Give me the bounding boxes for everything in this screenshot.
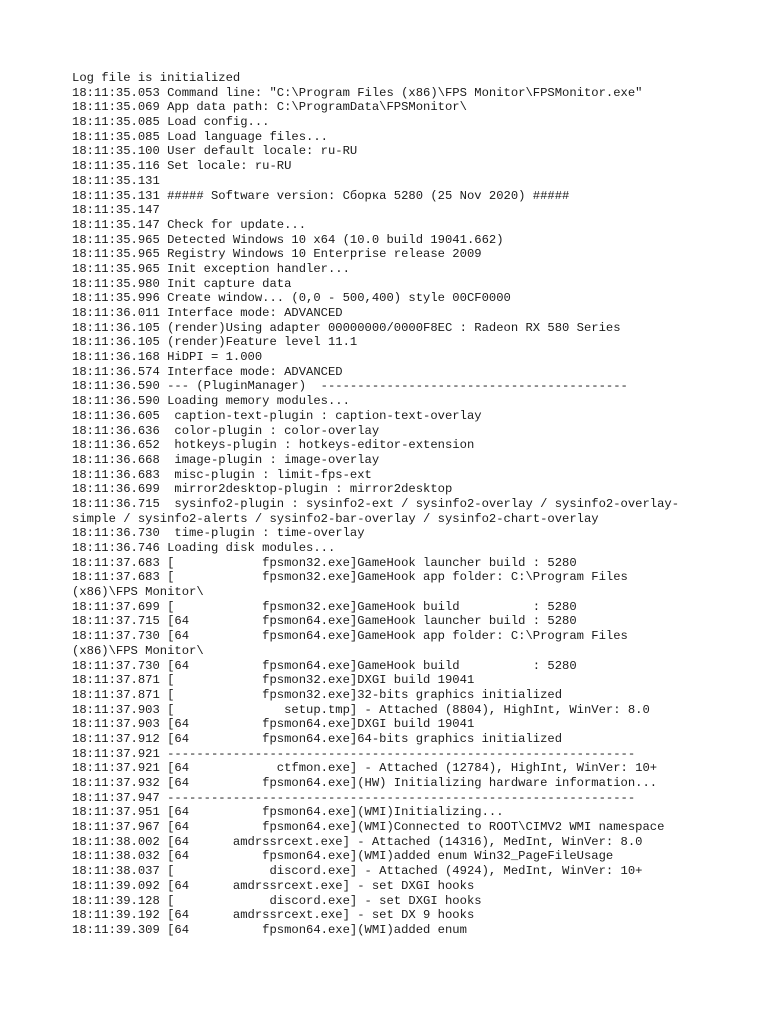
log-line: 18:11:37.947 ---------------------------------------------------------------- (72, 790, 636, 805)
log-line: 18:11:36.652 hotkeys-plugin : hotkeys-editor-extension (72, 438, 475, 453)
log-line: 18:11:35.147 (72, 203, 160, 218)
log-line: 18:11:37.683 [ fpsmon32.exe]GameHook launcher build : 5280 (72, 555, 577, 570)
log-line: 18:11:35.965 Detected Windows 10 x64 (10.0 build 19041.662) (72, 232, 504, 247)
log-line: 18:11:35.100 User default locale: ru-RU (72, 144, 358, 159)
log-line: 18:11:36.105 (render)Using adapter 00000000/0000F8EC : Radeon RX 580 Series (72, 320, 621, 335)
log-line: 18:11:35.085 Load config... (72, 115, 270, 130)
log-line: 18:11:35.980 Init capture data (72, 276, 292, 291)
log-line: 18:11:35.053 Command line: "C:\Program Files (x86)\FPS Monitor\FPSMonitor.exe" (72, 85, 643, 100)
log-line: 18:11:35.131 (72, 173, 160, 188)
log-line: 18:11:36.683 misc-plugin : limit-fps-ext (72, 467, 372, 482)
log-line: 18:11:35.069 App data path: C:\ProgramData\FPSMonitor\ (72, 100, 467, 115)
log-line: 18:11:36.715 sysinfo2-plugin : sysinfo2-ext / sysinfo2-overlay / sysinfo2-overlay- (72, 496, 680, 511)
log-line: simple / sysinfo2-alerts / sysinfo2-bar-overlay / sysinfo2-chart-overlay (72, 511, 599, 526)
log-line: 18:11:36.605 caption-text-plugin : caption-text-overlay (72, 408, 482, 423)
log-line: 18:11:37.912 [64 fpsmon64.exe]64-bits graphics initialized (72, 731, 563, 746)
log-line: 18:11:35.965 Init exception handler... (72, 261, 350, 276)
log-line: 18:11:36.168 HiDPI = 1.000 (72, 350, 263, 365)
log-line: 18:11:36.636 color-plugin : color-overlay (72, 423, 380, 438)
log-line: 18:11:37.683 [ fpsmon32.exe]GameHook app folder: C:\Program Files (72, 570, 628, 585)
log-line: 18:11:36.730 time-plugin : time-overlay (72, 526, 365, 541)
log-line: 18:11:36.699 mirror2desktop-plugin : mirror2desktop (72, 482, 453, 497)
log-line: 18:11:37.921 [64 ctfmon.exe] - Attached (12784), HighInt, WinVer: 10+ (72, 761, 658, 776)
log-line: 18:11:38.037 [ discord.exe] - Attached (4924), MedInt, WinVer: 10+ (72, 864, 643, 879)
log-line: 18:11:37.871 [ fpsmon32.exe]DXGI build 19041 (72, 673, 475, 688)
log-line: 18:11:35.131 ##### Software version: Сборка 5280 (25 Nov 2020) ##### (72, 188, 570, 203)
log-line: Log file is initialized (72, 71, 241, 85)
log-text (72, 71, 732, 938)
log-line: 18:11:36.574 Interface mode: ADVANCED (72, 364, 343, 379)
log-line: 18:11:35.116 Set locale: ru-RU (72, 159, 292, 174)
log-line: 18:11:36.590 --- (PluginManager) ------------------------------------------ (72, 379, 628, 394)
log-line: 18:11:39.128 [ discord.exe] - set DXGI hooks (72, 893, 482, 908)
log-line: 18:11:37.730 [64 fpsmon64.exe]GameHook build : 5280 (72, 658, 577, 673)
log-line: 18:11:37.699 [ fpsmon32.exe]GameHook build : 5280 (72, 599, 577, 614)
log-line: 18:11:36.746 Loading disk modules... (72, 541, 336, 555)
log-line: 18:11:36.105 (render)Feature level 11.1 (72, 335, 358, 350)
log-line: 18:11:37.921 ---------------------------------------------------------------- (72, 746, 636, 761)
log-line: 18:11:35.965 Registry Windows 10 Enterprise release 2009 (72, 247, 482, 262)
log-line: 18:11:38.002 [64 amdrssrcext.exe] - Attached (14316), MedInt, WinVer: 8.0 (72, 834, 643, 849)
log-line: 18:11:36.668 image-plugin : image-overlay (72, 452, 380, 467)
log-line: 18:11:35.996 Create window... (0,0 - 500,400) style 00CF0000 (72, 291, 511, 306)
log-line: 18:11:36.011 Interface mode: ADVANCED (72, 306, 343, 320)
log-line: 18:11:37.903 [64 fpsmon64.exe]DXGI build 19041 (72, 717, 475, 732)
log-line: 18:11:35.085 Load language files... (72, 129, 328, 144)
log-line: 18:11:39.309 [64 fpsmon64.exe](WMI)added enum (72, 922, 467, 937)
log-line: 18:11:37.715 [64 fpsmon64.exe]GameHook launcher build : 5280 (72, 614, 577, 629)
log-line: 18:11:39.192 [64 amdrssrcext.exe] - set DX 9 hooks (72, 908, 475, 923)
log-line: 18:11:37.951 [64 fpsmon64.exe](WMI)Initializing... (72, 805, 504, 820)
log-line: 18:11:37.932 [64 fpsmon64.exe](HW) Initializing hardware information... (72, 776, 658, 790)
log-line: 18:11:39.092 [64 amdrssrcext.exe] - set DXGI hooks (72, 878, 475, 893)
log-line: (x86)\FPS Monitor\ (72, 643, 204, 658)
log-line: 18:11:37.730 [64 fpsmon64.exe]GameHook app folder: C:\Program Files (72, 629, 628, 644)
log-line: 18:11:35.147 Check for update... (72, 217, 307, 232)
log-line: 18:11:36.590 Loading memory modules... (72, 394, 350, 409)
log-line: 18:11:37.871 [ fpsmon32.exe]32-bits graphics initialized (72, 687, 563, 702)
log-line: 18:11:37.967 [64 fpsmon64.exe](WMI)Connected to ROOT\CIMV2 WMI namespace (72, 820, 665, 835)
log-line: 18:11:38.032 [64 fpsmon64.exe](WMI)added enum Win32_PageFileUsage (72, 849, 614, 864)
log-line: 18:11:37.903 [ setup.tmp] - Attached (8804), HighInt, WinVer: 8.0 (72, 702, 650, 717)
log-line: (x86)\FPS Monitor\ (72, 585, 204, 600)
